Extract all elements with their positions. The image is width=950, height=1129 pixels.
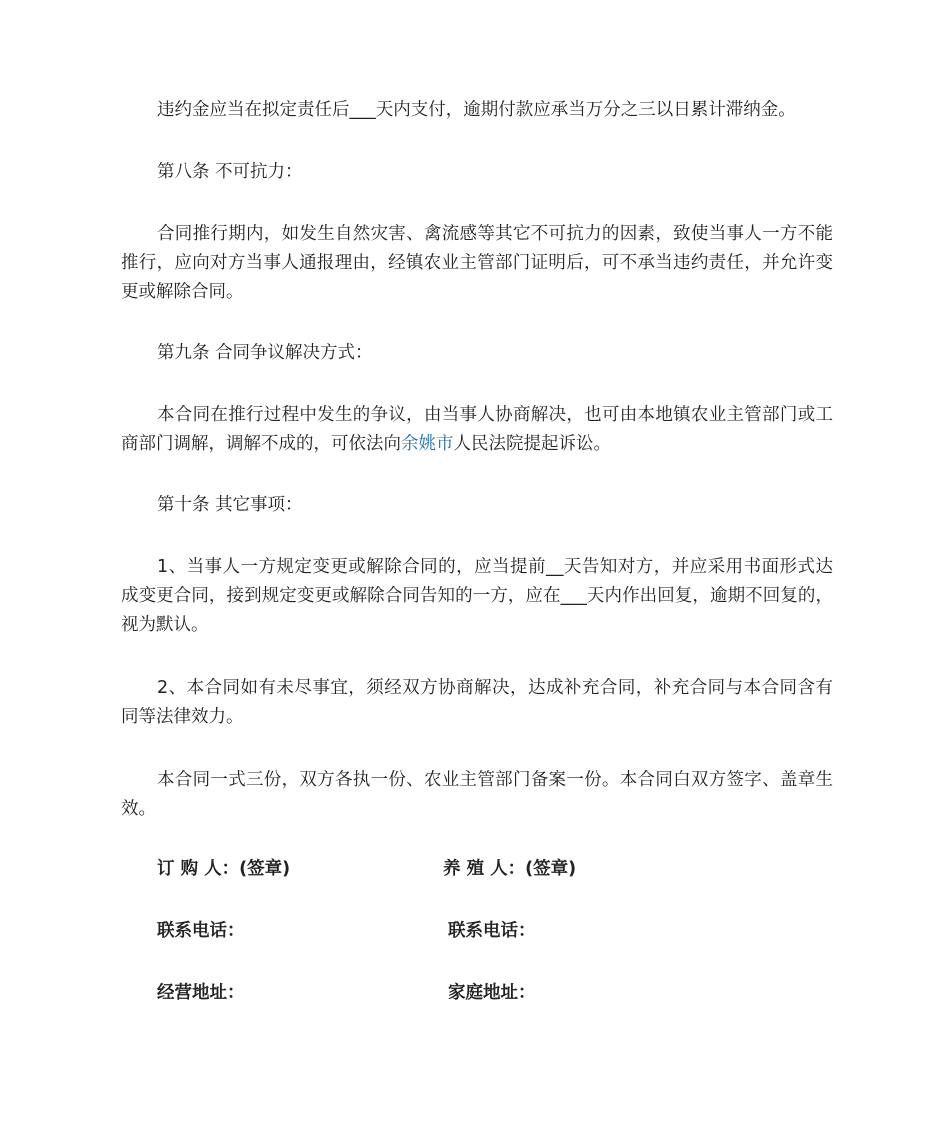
article-9-body-text-end: 人民法院提起诉讼。: [453, 434, 611, 454]
copies-clause: 本合同一式三份，双方各执一份、农业主管部门备案一份。本合同白双方签字、盖章生效。: [121, 770, 833, 819]
article-8-title: 第八条 不可抗力：: [157, 162, 303, 182]
article-10-title: 第十条 其它事项：: [157, 495, 303, 515]
farmer-address-label: 家庭地址：: [448, 983, 536, 1003]
article-8-body: 合同推行期内，如发生自然灾害、禽流感等其它不可抗力的因素，致使当事人一方不能推行，应向对方当事人通报理由，经镇农业主管部门证明后，可不承当违约责任，并允许变更或解除合同。: [121, 224, 833, 302]
penalty-clause: 违约金应当在拟定责任后___天内支付，逾期付款应承当万分之三以日累计滞纳金。: [157, 100, 796, 120]
buyer-address-label: 经营地址：: [157, 983, 245, 1003]
city-link[interactable]: 余姚市: [401, 434, 454, 454]
buyer-phone-label: 联系电话：: [157, 921, 245, 941]
farmer-phone-label: 联系电话：: [448, 921, 536, 941]
farmer-signature-label: 养 殖 人：(签章): [443, 859, 577, 879]
article-9-body: [121, 401, 833, 459]
article-9-body-text-start: 本合同在推行过程中发生的争议，由当事人协商解决，也可由本地镇农业主管部门或工商部门调解，调解不成的，可依法向: [121, 405, 833, 454]
article-10-item-2: 2、本合同如有未尽事宜，须经双方协商解决，达成补充合同，补充合同与本合同含有同等法律效力。: [121, 678, 833, 727]
article-9-title: 第九条 合同争议解决方式：: [157, 343, 373, 363]
article-10-item-1: 1、当事人一方规定变更或解除合同的，应当提前__天告知对方，并应采用书面形式达成变更合同，接到规定变更或解除合同告知的一方，应在___天内作出回复，逾期不回复的，视为默认。: [121, 557, 833, 635]
buyer-signature-label: 订 购 人：(签章): [157, 859, 291, 879]
